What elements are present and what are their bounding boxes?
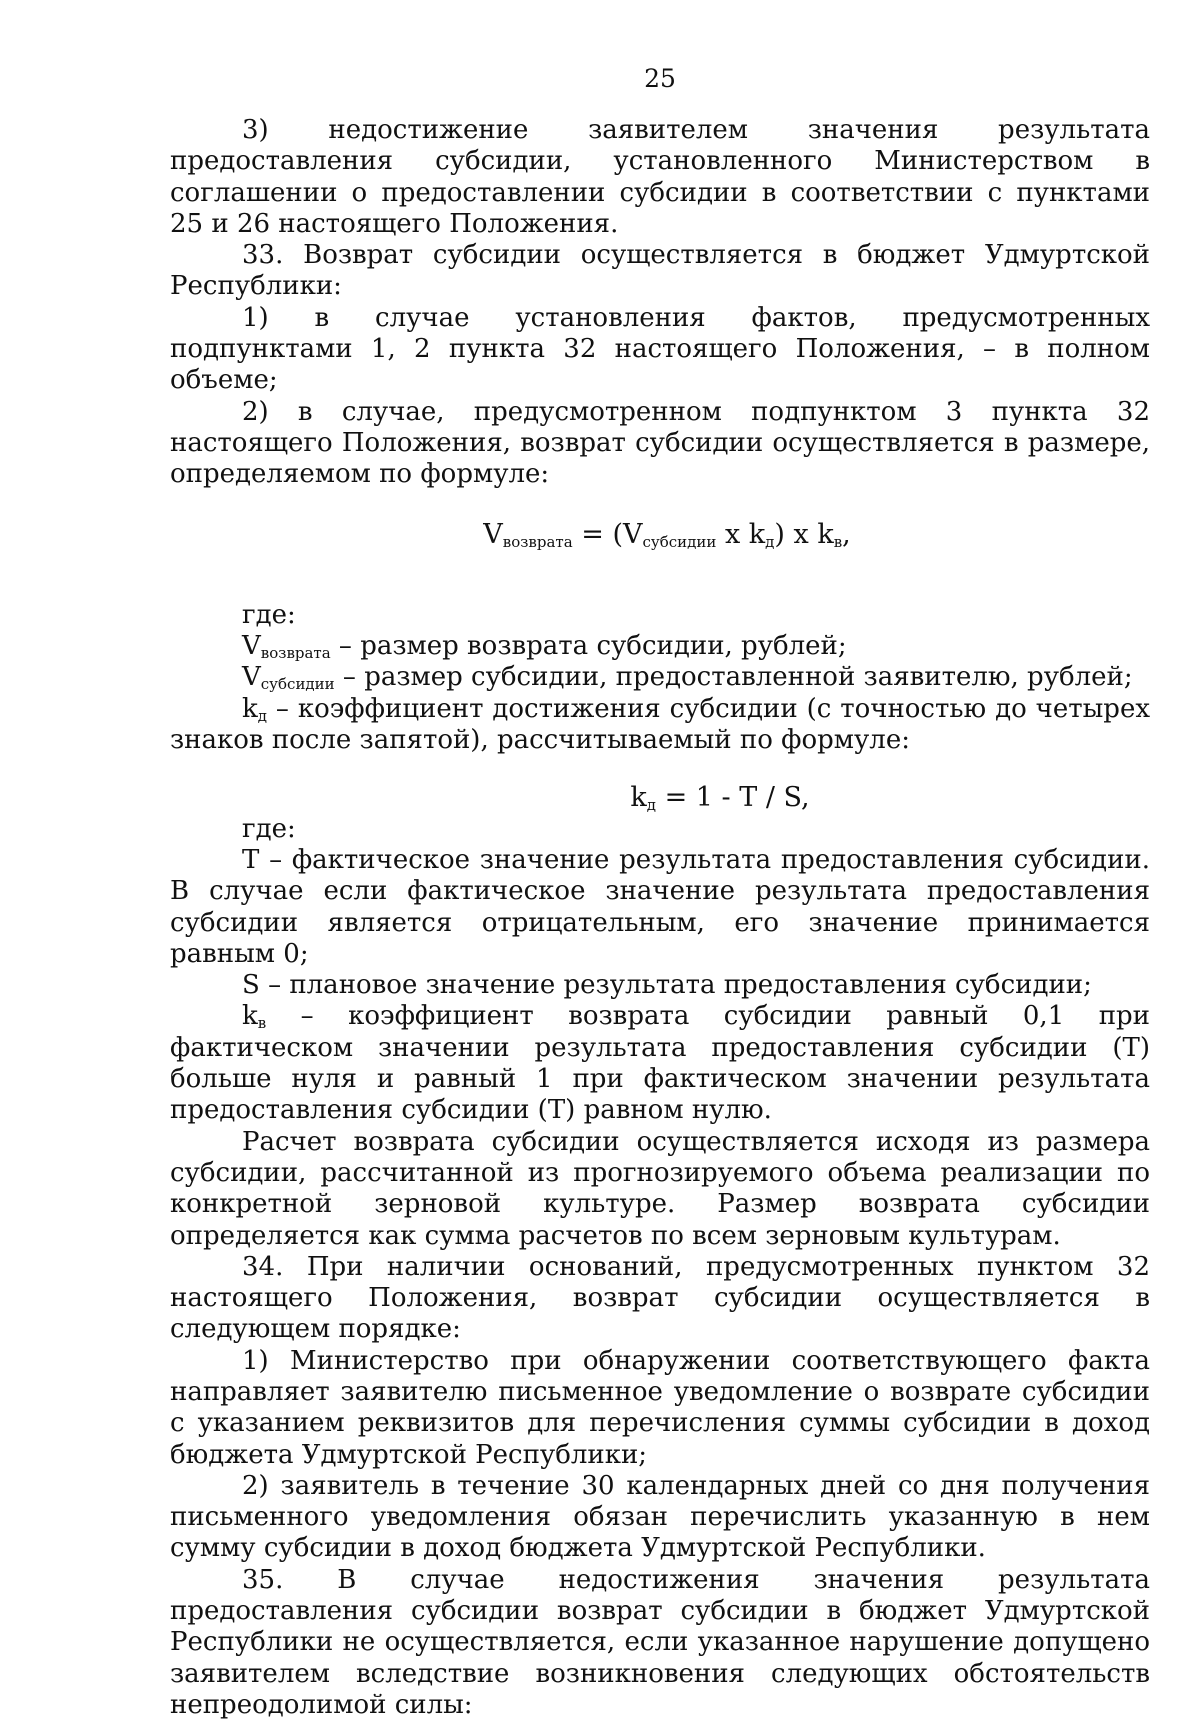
definition-subscript: субсидии [260,675,335,694]
definition-symbol: k [242,1001,258,1032]
definition-kd [170,694,1150,757]
paragraph-35: 35. В случае недостижения значения результата предоставления субсидии возврат субсидии в бюджет Удмуртской Республики не осуществляется, если указанное нарушение допущено заявителем вследствие возникновения следующих обстоятельств непреодолимой силы: [170,1564,1150,1720]
formula-subscript: д [765,532,775,551]
definition-subscript: возврата [260,644,331,663]
formula-term: k [630,782,647,814]
definition-symbol: V [242,662,261,693]
formula-subscript: д [646,796,656,815]
definition-v-subsidy [170,662,1150,693]
paragraph-34: 34. При наличии оснований, предусмотренных пунктом 32 настоящего Положения, возврат субсидии осуществляется в следующем порядке: [170,1251,1150,1345]
paragraph-calculation: Расчет возврата субсидии осуществляется исходя из размера субсидии, рассчитанной из прогнозируемого объема реализации по конкретной зерновой культуре. Размер возврата субсидии определяется как сумма расчетов по всем зерновым культурам. [170,1126,1150,1251]
definition-text: – коэффициент возврата субсидии равный 0,1 при фактическом значении результата предоставления субсидии (T) больше нуля и равный 1 при фактическом значении результата предоставления субсидии (T) равном нулю. [170,1001,1150,1126]
paragraph-34-item-2: 2) заявитель в течение 30 календарных дней со дня получения письменного уведомления обязан перечислить указанную в нем сумму субсидии в доход бюджета Удмуртской Республики. [170,1470,1150,1564]
paragraph-33: 33. Возврат субсидии осуществляется в бюджет Удмуртской Республики: [170,240,1150,302]
paragraph-34-item-1: 1) Министерство при обнаружении соответствующего факта направляет заявителю письменное уведомление о возврате субсидии с указанием реквизитов для перечисления суммы субсидии в доход бюджета Удмуртской Республики; [170,1345,1150,1470]
definition-kv [170,1001,1150,1126]
definition-s: S – плановое значение результата предоставления субсидии; [242,970,1092,1001]
formula-term: , [842,518,851,550]
formula-achievement-coefficient [170,782,1150,813]
formula-term: = (V [572,518,643,550]
formula-term: V [483,518,503,550]
definition-v-return [170,631,1150,662]
definition-text: – размер субсидии, предоставленной заявителю, рублей; [334,662,1133,693]
definition-subscript: д [257,706,268,725]
paragraph-33-item-2: 2) в случае, предусмотренном подпунктом 3 пункта 32 настоящего Положения, возврат субсидии осуществляется в размере, определяемом по формуле: [170,396,1150,490]
page-number: 25 [644,64,676,93]
formula-subscript: в [833,532,843,551]
formula-subscript: возврата [502,532,573,551]
formula-return-amount [170,519,1150,550]
paragraph-33-item-1: 1) в случае установления фактов, предусмотренных подпунктами 1, 2 пункта 32 настоящего Положения, – в полном объеме; [170,302,1150,396]
definition-symbol: k [242,693,258,724]
where-label: где: [242,599,296,630]
definition-text: – коэффициент достижения субсидии (с точностью до четырех знаков после запятой), рассчитываемый по формуле: [170,693,1150,756]
definition-subscript: в [257,1014,267,1033]
formula-term: = 1 - T / S, [655,782,810,814]
document-body [170,115,1150,1721]
formula-term: ) x k [774,518,834,550]
where-label-2: где: [242,813,296,844]
paragraph-clause-3: 3) недостижение заявителем значения результата предоставления субсидии, установленного Министерством в соглашении о предоставлении субсидии в соответствии с пунктами 25 и 26 настоящего Положения. [170,115,1150,239]
definition-text: – размер возврата субсидии, рублей; [330,631,847,662]
definition-symbol: V [242,631,261,662]
definition-t: T – фактическое значение результата предоставления субсидии. В случае если фактическое значение результата предоставления субсидии является отрицательным, его значение принимается равным 0; [170,844,1150,969]
formula-term: x k [716,518,766,550]
formula-subscript: субсидии [642,532,717,551]
